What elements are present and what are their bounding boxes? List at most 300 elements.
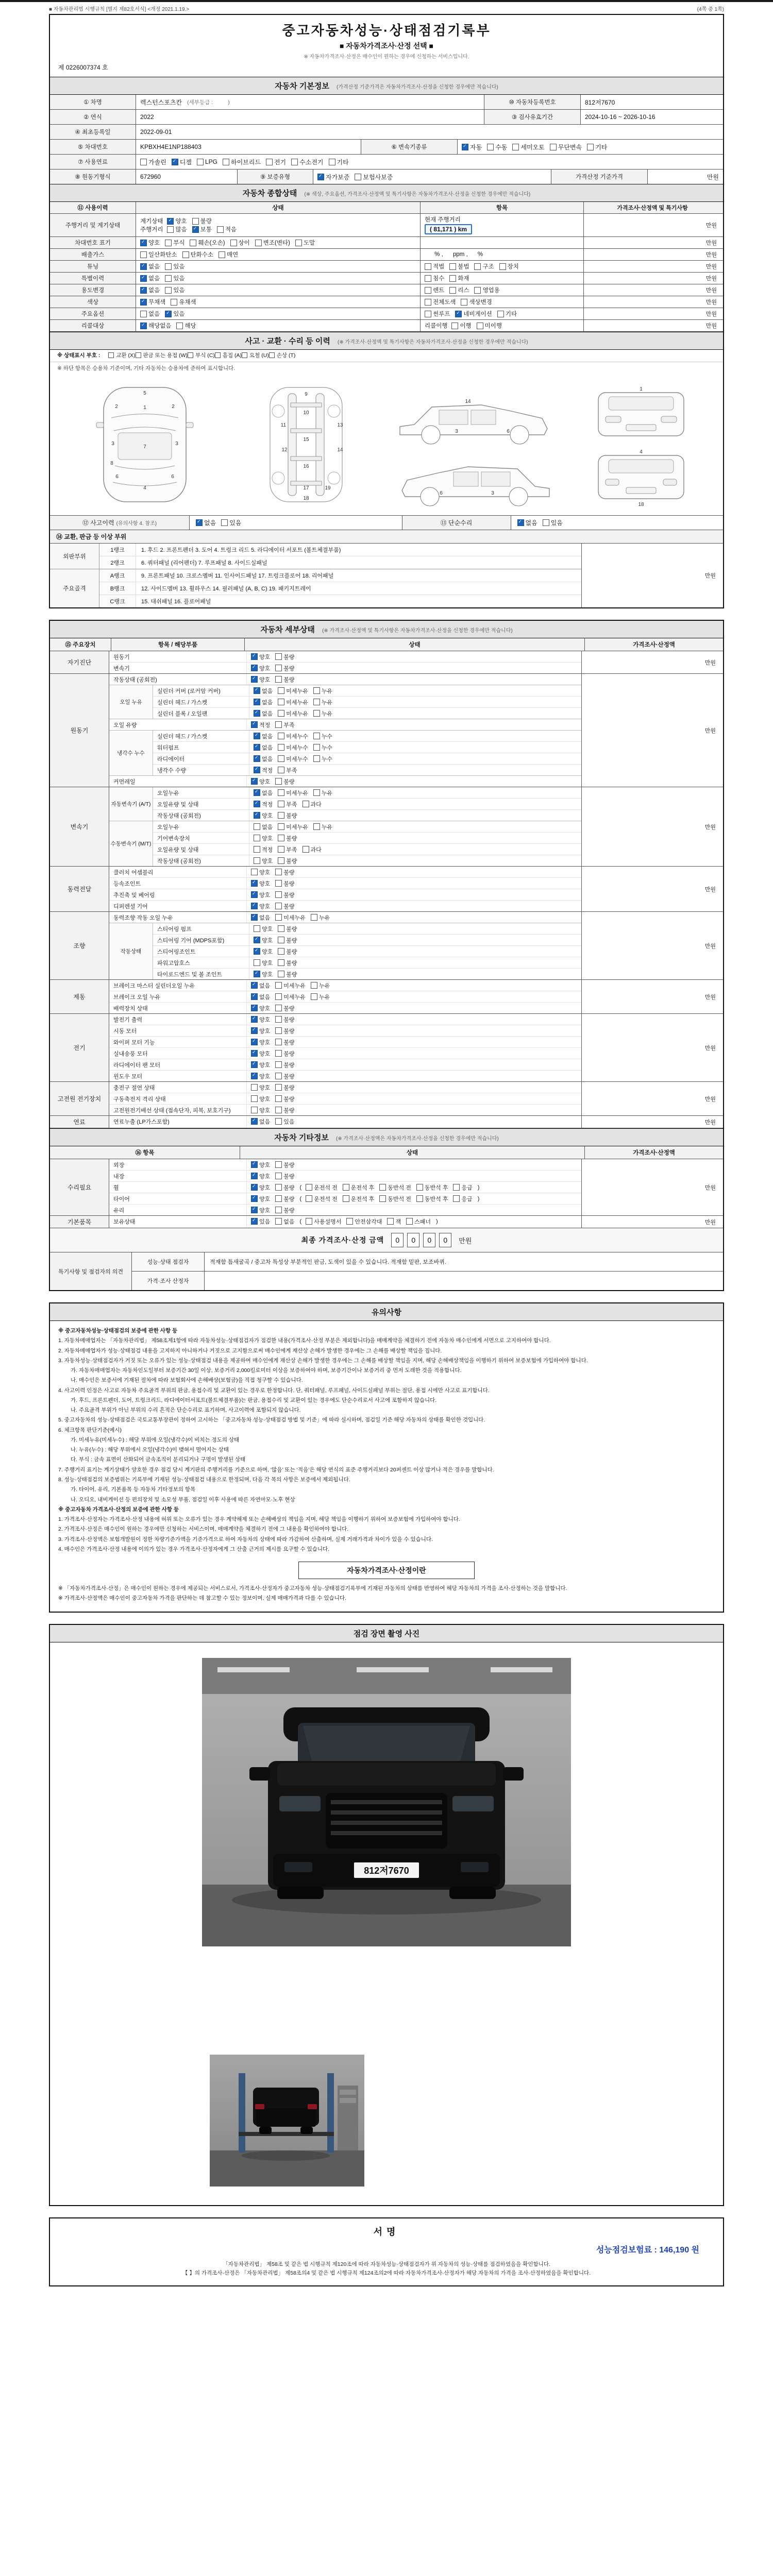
checkbox[interactable] xyxy=(251,880,258,887)
checkbox-label: 불량 xyxy=(286,971,297,978)
checkbox[interactable] xyxy=(313,755,320,762)
checkbox[interactable] xyxy=(254,687,260,694)
checkbox-option xyxy=(251,1004,270,1012)
checkbox[interactable] xyxy=(453,1184,460,1191)
checkbox[interactable] xyxy=(251,721,258,728)
checkbox[interactable] xyxy=(278,789,284,796)
checkbox[interactable] xyxy=(254,733,260,739)
checkbox[interactable] xyxy=(455,311,462,317)
checkbox[interactable] xyxy=(251,1107,258,1113)
detail-group xyxy=(50,912,723,980)
checkbox[interactable] xyxy=(275,653,282,660)
checkbox-option xyxy=(230,239,250,247)
overall-row xyxy=(50,214,723,237)
checkbox[interactable] xyxy=(140,311,147,317)
checkbox[interactable] xyxy=(251,1207,258,1213)
checkbox-option xyxy=(278,709,308,718)
checkbox[interactable] xyxy=(171,299,177,306)
checkbox[interactable] xyxy=(275,891,282,898)
state-token xyxy=(140,298,171,306)
overall-col-item: 항목 xyxy=(421,202,584,213)
checkbox[interactable] xyxy=(140,159,147,165)
checkbox[interactable] xyxy=(196,519,203,526)
checkbox[interactable] xyxy=(275,1039,282,1045)
checkbox[interactable] xyxy=(140,299,147,306)
rank-parts-list: 9. 프론트패널 10. 크로스멤버 11. 인사이드패널 17. 트렁크플로어 18. 리어패널 xyxy=(141,573,334,579)
checkbox[interactable] xyxy=(461,299,467,306)
checkbox[interactable] xyxy=(165,263,172,270)
checkbox[interactable] xyxy=(313,687,320,694)
checkbox[interactable] xyxy=(291,159,298,165)
checkbox[interactable] xyxy=(251,1005,258,1011)
checkbox[interactable] xyxy=(251,914,258,921)
svg-text:14: 14 xyxy=(337,447,343,453)
detail-row xyxy=(109,980,581,991)
svg-text:14: 14 xyxy=(465,399,471,404)
checkbox[interactable] xyxy=(165,240,172,246)
basic-row-5 xyxy=(50,155,723,170)
checkbox[interactable] xyxy=(275,1173,282,1179)
checkbox[interactable] xyxy=(275,1207,282,1213)
checkbox[interactable] xyxy=(512,144,519,150)
checkbox[interactable] xyxy=(329,159,335,165)
checkbox[interactable] xyxy=(254,971,260,977)
checkbox[interactable] xyxy=(278,755,284,762)
checkbox-label: 양호 xyxy=(259,1062,271,1069)
checkbox[interactable] xyxy=(254,789,260,796)
checkbox[interactable] xyxy=(140,251,147,258)
checkbox[interactable] xyxy=(313,789,320,796)
checkbox[interactable] xyxy=(275,1107,282,1113)
svg-text:17: 17 xyxy=(303,485,309,491)
checkbox[interactable] xyxy=(462,144,468,150)
state-token xyxy=(275,1061,299,1069)
checkbox-label: 불량 xyxy=(286,937,297,944)
checkbox[interactable] xyxy=(251,1027,258,1034)
checkbox-option xyxy=(278,789,308,797)
checkbox-option xyxy=(165,274,184,282)
checkbox[interactable] xyxy=(254,925,260,932)
state-token xyxy=(275,721,299,729)
checkbox[interactable] xyxy=(251,1161,258,1168)
checkbox[interactable] xyxy=(346,1218,353,1225)
notice-paragraph: ※ 중고자동차성능·상태점검의 보증에 관한 사항 등 xyxy=(58,1328,178,1334)
checkbox[interactable] xyxy=(275,880,282,887)
checkbox[interactable] xyxy=(306,1218,312,1225)
checkbox[interactable] xyxy=(517,519,524,526)
state-text: ) xyxy=(477,1195,480,1202)
checkbox[interactable] xyxy=(278,846,284,853)
checkbox[interactable] xyxy=(275,869,282,875)
detail-row-label: 구동축전지 격리 상태 xyxy=(109,1093,247,1104)
checkbox[interactable] xyxy=(254,744,260,751)
checkbox[interactable] xyxy=(254,812,260,819)
checkbox[interactable] xyxy=(197,159,204,165)
checkbox[interactable] xyxy=(379,1195,386,1202)
svg-text:2: 2 xyxy=(172,404,175,410)
checkbox[interactable] xyxy=(251,1195,258,1202)
checkbox[interactable] xyxy=(275,914,282,921)
checkbox[interactable] xyxy=(425,275,431,282)
overall-row-price: 만원 xyxy=(705,299,717,306)
remarks-header: 특기사항 및 점검자의 의견 xyxy=(50,1252,132,1290)
checkbox[interactable] xyxy=(251,1061,258,1068)
checkbox[interactable] xyxy=(587,144,594,150)
state-token xyxy=(275,653,299,661)
checkbox[interactable] xyxy=(251,903,258,909)
checkbox[interactable] xyxy=(251,1118,258,1125)
checkbox-option xyxy=(453,1183,472,1192)
checkbox[interactable] xyxy=(425,287,431,294)
state-token xyxy=(275,1004,299,1012)
checkbox[interactable] xyxy=(343,1184,349,1191)
checkbox[interactable] xyxy=(255,240,262,246)
checkbox-option xyxy=(275,721,294,729)
state-token xyxy=(406,1217,436,1226)
checkbox[interactable] xyxy=(275,1095,282,1102)
overall-row-label: 배출가스 xyxy=(50,249,136,260)
checkbox[interactable] xyxy=(275,1027,282,1034)
notice-paragraph: 4. 매수인은 가격조사·산정 내용에 이의가 있는 경우 가격조사·산정자에게 그 산출 근거의 제시를 요구할 수 있습니다. xyxy=(58,1546,330,1552)
detail-row xyxy=(109,1003,581,1013)
checkbox[interactable] xyxy=(230,240,237,246)
checkbox[interactable] xyxy=(254,857,260,864)
state-token xyxy=(278,970,302,978)
item-text: 리콜이행 xyxy=(425,323,448,329)
notice-paragraph: 2. 자동차매매업자가 성능·상태점검 내용을 고지하지 아니하거나 거짓으로 고지함으로써 매수인에게 재산상 손해가 발생한 경우에는 그 손해를 배상할 책임을 집니다. xyxy=(58,1347,442,1354)
checkbox-option xyxy=(278,800,297,808)
checkbox[interactable] xyxy=(275,1118,282,1125)
checkbox[interactable] xyxy=(278,699,284,705)
etc-row xyxy=(109,1159,581,1171)
checkbox[interactable] xyxy=(192,226,199,233)
checkbox[interactable] xyxy=(251,1218,258,1225)
checkbox[interactable] xyxy=(278,710,284,717)
checkbox-label: 동반석 전 xyxy=(388,1196,411,1202)
checkbox[interactable] xyxy=(278,971,284,977)
state-token xyxy=(275,675,299,684)
checkbox[interactable] xyxy=(254,823,260,830)
checkbox-label: 있음 xyxy=(173,287,185,294)
checkbox[interactable] xyxy=(182,251,189,258)
checkbox[interactable] xyxy=(449,263,456,270)
checkbox[interactable] xyxy=(317,174,324,180)
detail-row-label: 고전원전기배선 상태 (접속단자, 피복, 보호기구) xyxy=(109,1105,247,1115)
checkbox[interactable] xyxy=(165,311,172,317)
checkbox-label: 누유 xyxy=(321,790,333,796)
checkbox[interactable] xyxy=(497,311,504,317)
checkbox-option xyxy=(251,1061,270,1069)
checkbox[interactable] xyxy=(313,710,320,717)
checkbox[interactable] xyxy=(425,311,431,317)
checkbox[interactable] xyxy=(275,1184,282,1191)
state-token xyxy=(275,879,299,888)
vin-value: KPBXH4E1NP188403 xyxy=(136,140,361,154)
checkbox[interactable] xyxy=(275,993,282,1000)
checkbox-option xyxy=(306,1183,338,1192)
checkbox[interactable] xyxy=(251,891,258,898)
checkbox[interactable] xyxy=(278,823,284,830)
checkbox[interactable] xyxy=(251,1016,258,1023)
checkbox[interactable] xyxy=(251,1095,258,1102)
checkbox[interactable] xyxy=(275,1218,282,1225)
checkbox[interactable] xyxy=(311,914,317,921)
checkbox[interactable] xyxy=(223,159,229,165)
checkbox[interactable] xyxy=(487,144,494,150)
state-token xyxy=(254,823,278,831)
checkbox[interactable] xyxy=(543,519,549,526)
inspection-value: 2024-10-16 ~ 2026-10-16 xyxy=(585,113,656,121)
checkbox[interactable] xyxy=(165,275,172,282)
checkbox[interactable] xyxy=(275,1005,282,1011)
checkbox[interactable] xyxy=(254,959,260,966)
final-price-band xyxy=(50,1228,723,1252)
checkbox[interactable] xyxy=(275,1061,282,1068)
regno-value: 812저7670 xyxy=(585,98,615,106)
pricing-explainer-title: 자동차가격조사·산정이란 xyxy=(298,1562,475,1579)
checkbox[interactable] xyxy=(140,287,147,294)
detail-row-label: 배력장치 상태 xyxy=(109,1003,247,1013)
checkbox-option xyxy=(254,766,273,774)
checkbox[interactable] xyxy=(278,857,284,864)
detail-row-label: 오일누유 xyxy=(153,821,249,832)
checkbox[interactable] xyxy=(449,287,456,294)
detail-row-label: 클러치 어셈블리 xyxy=(109,867,247,877)
checkbox-label: 양호 xyxy=(259,1016,271,1023)
detail-block xyxy=(109,719,581,731)
checkbox[interactable] xyxy=(313,699,320,705)
checkbox[interactable] xyxy=(140,323,147,329)
state-token xyxy=(278,823,313,831)
state-token xyxy=(251,1206,275,1214)
checkbox-option xyxy=(254,959,273,967)
state-token xyxy=(251,1027,275,1035)
checkbox[interactable] xyxy=(313,744,320,751)
checkbox[interactable] xyxy=(165,287,172,294)
checkbox[interactable] xyxy=(254,937,260,943)
checkbox[interactable] xyxy=(251,676,258,683)
state-token xyxy=(165,262,190,270)
checkbox-label: 누유 xyxy=(318,994,330,1001)
svg-text:6: 6 xyxy=(440,490,443,496)
state-text: ( xyxy=(299,1218,302,1225)
checkbox[interactable] xyxy=(167,218,174,225)
checkbox[interactable] xyxy=(278,925,284,932)
state-token xyxy=(254,834,278,842)
checkbox-label: 누유 xyxy=(321,688,333,694)
overall-row-label: 색상 xyxy=(50,296,136,308)
detail-block-sublabel: 수동변속기 (M/T) xyxy=(109,821,153,866)
checkbox[interactable] xyxy=(251,653,258,660)
checkbox-option xyxy=(165,286,184,294)
state-token xyxy=(275,1083,299,1092)
checkbox[interactable] xyxy=(278,812,284,819)
legend-item xyxy=(269,351,296,359)
checkbox[interactable] xyxy=(275,1161,282,1168)
checkbox[interactable] xyxy=(278,948,284,955)
checkbox[interactable] xyxy=(311,982,317,989)
checkbox[interactable] xyxy=(251,1184,258,1191)
checkbox[interactable] xyxy=(192,218,199,225)
checkbox[interactable] xyxy=(251,1084,258,1091)
checkbox[interactable] xyxy=(275,676,282,683)
detail-row xyxy=(109,651,581,663)
checkbox[interactable] xyxy=(254,801,260,807)
overall-col-price: 가격조사·산정액 및 특기사항 xyxy=(584,202,723,213)
checkbox[interactable] xyxy=(425,263,431,270)
checkbox[interactable] xyxy=(266,159,273,165)
checkbox[interactable] xyxy=(425,299,431,306)
checkbox[interactable] xyxy=(311,993,317,1000)
checkbox[interactable] xyxy=(275,1050,282,1057)
checkbox[interactable] xyxy=(275,1084,282,1091)
legend-mark-icon xyxy=(188,352,193,358)
checkbox[interactable] xyxy=(251,665,258,671)
checkbox[interactable] xyxy=(172,159,178,165)
checkbox[interactable] xyxy=(275,982,282,989)
checkbox[interactable] xyxy=(167,226,174,233)
state-token xyxy=(251,1161,275,1169)
checkbox[interactable] xyxy=(251,1050,258,1057)
exchange-repair-table xyxy=(50,544,723,607)
checkbox[interactable] xyxy=(278,959,284,966)
checkbox[interactable] xyxy=(343,1195,349,1202)
checkbox[interactable] xyxy=(251,993,258,1000)
checkbox[interactable] xyxy=(278,767,284,773)
checkbox[interactable] xyxy=(295,240,302,246)
state-token xyxy=(300,1218,306,1225)
checkbox[interactable] xyxy=(251,1039,258,1045)
checkbox-label: 부식 xyxy=(173,240,185,246)
page-subtitle: ■ 자동차가격조사·산정 선택 ■ xyxy=(339,42,433,50)
checkbox[interactable] xyxy=(278,937,284,943)
checkbox[interactable] xyxy=(474,263,481,270)
detail-block-sublabel: 냉각수 누수 xyxy=(109,731,153,775)
checkbox[interactable] xyxy=(550,144,557,150)
checkbox[interactable] xyxy=(449,275,456,282)
etc-group-price: 만원 xyxy=(581,1159,723,1215)
checkbox-option xyxy=(425,298,456,306)
checkbox[interactable] xyxy=(275,1073,282,1079)
checkbox[interactable] xyxy=(254,710,260,717)
notice-paragraph: 1. 자동차매매업자는 「자동차관리법」 제58조제1항에 따라 자동차성능·상태점검자가 점검한 내용(가격조사·산정 부분은 제외합니다)을 매매계약을 체결하기 전에 자동차 매수인에게 서면으로 고지하여야 합니다. xyxy=(58,1337,551,1344)
checkbox[interactable] xyxy=(254,948,260,955)
checkbox[interactable] xyxy=(140,240,147,246)
checkbox[interactable] xyxy=(254,755,260,762)
checkbox[interactable] xyxy=(474,287,481,294)
checkbox-option xyxy=(251,981,270,990)
notice-paragraph: 나. 매수인은 보증서에 기재된 절차에 따라 보험회사에 손해배상(보험금)을 직접 청구할 수 있습니다. xyxy=(71,1377,303,1384)
checkbox[interactable] xyxy=(278,733,284,739)
checkbox[interactable] xyxy=(278,687,284,694)
state-token xyxy=(254,755,278,763)
checkbox[interactable] xyxy=(416,1184,423,1191)
detail-row xyxy=(153,708,581,719)
checkbox[interactable] xyxy=(278,801,284,807)
checkbox[interactable] xyxy=(251,869,258,875)
checkbox[interactable] xyxy=(190,240,196,246)
checkbox[interactable] xyxy=(355,174,361,180)
state-token xyxy=(275,993,311,1001)
checkbox[interactable] xyxy=(254,835,260,841)
checkbox[interactable] xyxy=(275,903,282,909)
detail-row-label: 등속조인트 xyxy=(109,878,247,889)
checkbox[interactable] xyxy=(278,835,284,841)
checkbox[interactable] xyxy=(254,846,260,853)
remarks-table xyxy=(50,1252,723,1290)
checkbox[interactable] xyxy=(275,778,282,785)
detail-row xyxy=(109,1071,581,1081)
checkbox-option xyxy=(275,664,294,672)
overall-row-state xyxy=(136,308,421,319)
checkbox[interactable] xyxy=(313,733,320,739)
checkbox[interactable] xyxy=(306,1195,312,1202)
checkbox[interactable] xyxy=(275,1016,282,1023)
checkbox[interactable] xyxy=(453,1195,460,1202)
checkbox[interactable] xyxy=(217,226,224,233)
overall-col-state: 상태 xyxy=(136,202,421,213)
checkbox-label: 적정 xyxy=(259,722,271,728)
checkbox[interactable] xyxy=(140,263,147,270)
checkbox[interactable] xyxy=(379,1184,386,1191)
checkbox[interactable] xyxy=(313,823,320,830)
checkbox[interactable] xyxy=(416,1195,423,1202)
checkbox[interactable] xyxy=(219,251,225,258)
checkbox[interactable] xyxy=(306,1184,312,1191)
checkbox[interactable] xyxy=(251,1073,258,1079)
checkbox-option xyxy=(453,1195,472,1203)
overall-row xyxy=(50,261,723,273)
checkbox[interactable] xyxy=(221,519,228,526)
checkbox[interactable] xyxy=(275,1195,282,1202)
checkbox[interactable] xyxy=(176,323,183,329)
overall-row xyxy=(50,249,723,261)
checkbox[interactable] xyxy=(387,1218,394,1225)
checkbox[interactable] xyxy=(251,982,258,989)
rank-parts-list: 6. 쿼터패널 (리어펜더) 7. 루프패널 8. 사이드실패널 xyxy=(141,560,267,566)
checkbox[interactable] xyxy=(254,699,260,705)
checkbox[interactable] xyxy=(140,275,147,282)
checkbox[interactable] xyxy=(477,323,483,329)
checkbox[interactable] xyxy=(451,323,458,329)
state-token xyxy=(416,1195,453,1203)
notice-paragraph: 가. 타이어, 유리, 기본품목 등 자동차 기타정보의 항목 xyxy=(71,1486,196,1493)
state-token xyxy=(278,947,302,956)
detail-row-label: 라디에이터 xyxy=(153,753,249,764)
checkbox[interactable] xyxy=(254,767,260,773)
state-token xyxy=(254,800,278,808)
checkbox[interactable] xyxy=(251,1173,258,1179)
detail-row xyxy=(153,821,581,833)
checkbox-option xyxy=(275,891,294,899)
checkbox[interactable] xyxy=(275,665,282,671)
detail-group-price: 만원 xyxy=(581,912,723,979)
checkbox[interactable] xyxy=(275,721,282,728)
checkbox[interactable] xyxy=(303,801,309,807)
checkbox[interactable] xyxy=(251,778,258,785)
checkbox[interactable] xyxy=(499,263,506,270)
pricing-explainer-paragraph: ※ 가격조사·산정액은 매수인이 중고자동차 가격을 판단하는 데 참고할 수 있는 정보이며, 실제 매매가격과 다를 수 있습니다. xyxy=(58,1595,346,1602)
photos-box xyxy=(49,1624,724,2206)
detail-row-label: 윈도우 모터 xyxy=(109,1071,247,1081)
checkbox[interactable] xyxy=(303,846,309,853)
state-token xyxy=(140,239,165,247)
state-token xyxy=(346,1217,387,1226)
checkbox-label: 부족 xyxy=(286,767,297,774)
checkbox[interactable] xyxy=(278,744,284,751)
overall-row-state xyxy=(136,320,421,331)
checkbox[interactable] xyxy=(406,1218,413,1225)
